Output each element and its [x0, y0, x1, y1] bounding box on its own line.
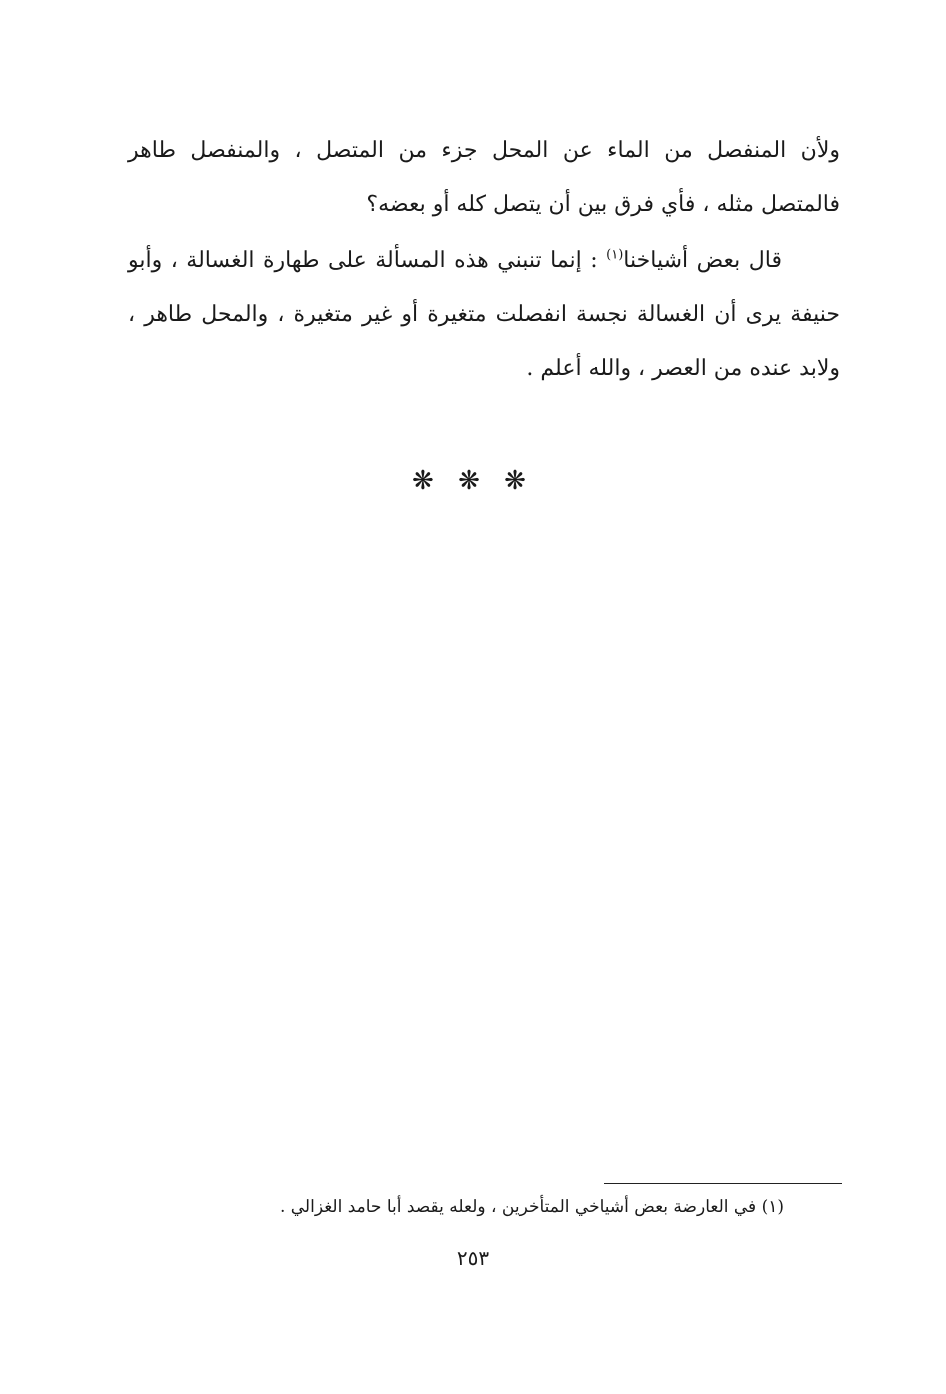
section-separator-asterisks: ❋ ❋ ❋ — [412, 466, 534, 496]
paragraph-2-continuation: : إنما تنبني هذه المسألة على طهارة الغسالة ، وأبو حنيفة يرى أن الغسالة نجسة انفصلت متغيرة أو غير متغيرة ، والمحل طاهر ، ولابد عنده من العصر ، والله أعلم . — [128, 248, 840, 381]
footnote-text: (١) في العارضة بعض أشياخي المتأخرين ، ولعله يقصد أبا حامد الغزالي . — [279, 1197, 784, 1217]
page-number: ٢٥٣ — [456, 1246, 490, 1270]
footnote-reference-mark: (١) — [606, 247, 624, 263]
footnote-divider-line — [604, 1183, 842, 1184]
body-paragraph-1 — [128, 124, 840, 232]
paragraph-1-text: ولأن المنفصل من الماء عن المحل جزء من المتصل ، والمنفصل طاهر فالمتصل مثله ، فأي فرق بين أن يتصل كله أو بعضه؟ — [128, 138, 841, 217]
paragraph-2-opening: قال بعض أشياخنا — [623, 248, 782, 273]
body-paragraph-2 — [128, 234, 840, 396]
paragraph-2-text — [128, 234, 840, 396]
